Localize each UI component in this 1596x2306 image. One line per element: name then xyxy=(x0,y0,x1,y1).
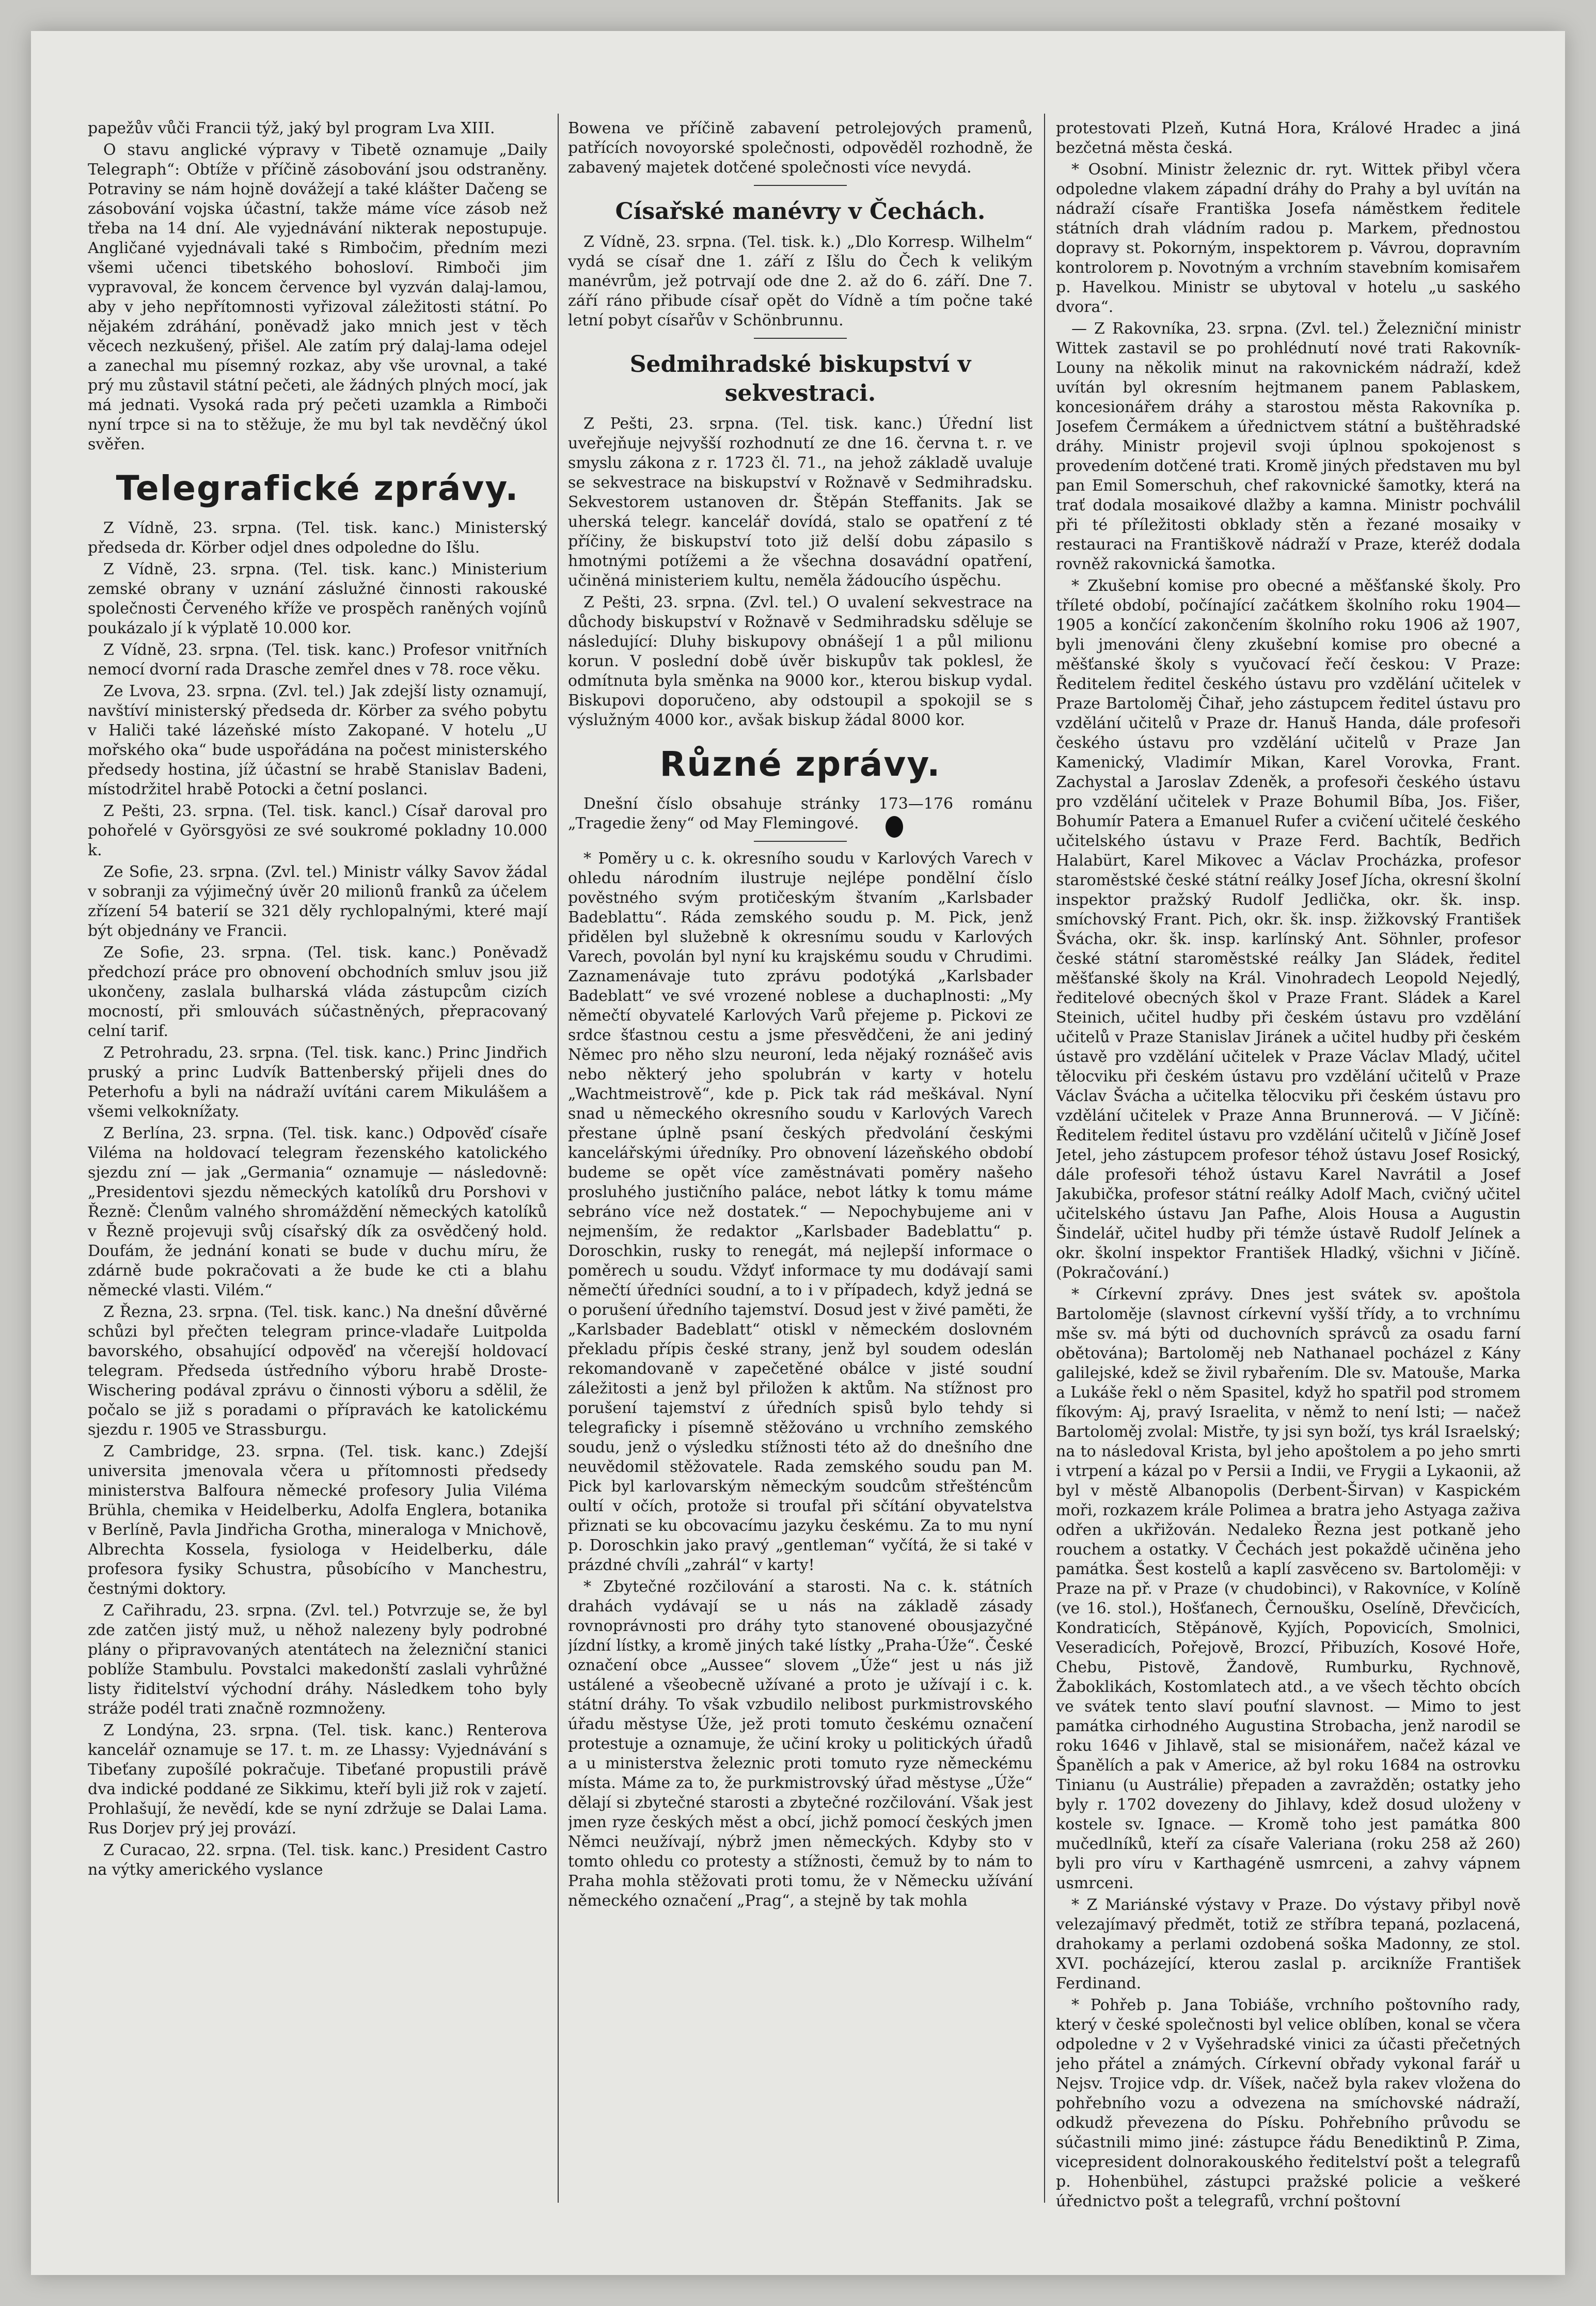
separator-rule xyxy=(754,185,847,186)
article-paragraph: Z Pešti, 23. srpna. (Zvl. tel.) O uvalení sekvestrace na důchody biskupství v Rožnavě v Sedmihradsku sděluje se následující: Dluhy biskupovy obnášejí 1 a půl milionu korun. V poslední době úvěr biskupův tak poklesl, že odmítnuta byla směnka na 9000 kor., kterou biskup vydal. Biskupovi doporučeno, aby odstoupil a spokojil se s výslužným 4000 kor., avšak biskup žádal 8000 kor. xyxy=(568,593,1033,729)
article-paragraph: * Osobní. Ministr železnic dr. ryt. Wittek přibyl včera odpoledne vlakem západní dráhy do Prahy a byl uvítán na nádraží císaře Františka Josefa náměstkem ředitele státních drah vládním radou p. Markem, přednostou dopravy st. Pokorným, inspektorem p. Vávrou, dopravním kontrolorem p. Novotným a vrchním stavebním komisařem p. Havelkou. Ministr se ubytoval v hotelu „u saského dvora“. xyxy=(1056,161,1521,316)
telegram-paragraph: Ze Lvova, 23. srpna. (Zvl. tel.) Jak zdejší listy oznamují, navštíví ministerský předseda dr. Körber za svého pobytu v Haliči také lázeňské místo Zakopané. V hotelu „U mořského oka“ bude uspořádána na počest ministerského předsedy hostina, jíž účastní se hrabě Stanislav Badeni, místodržitel hrabě Potocki a četní poslanci. xyxy=(88,682,547,798)
article-paragraph: * Zkušební komise pro obecné a měšťanské školy. Pro tříleté období, počínající začátkem školního roku 1904—1905 a končící zakončením školního roku 1906 až 1907, byli jmenováni členy zkušební komise pro obecné a měšťanské školy s vyučovací řečí českou: V Praze: Ředitelem ředitel českého ústavu pro vzdělání učitelek v Praze Bartoloměj Čihař, jeho zástupcem ředitel ústavu pro vzdělání učitelů v Praze dr. Hanuš Handa, dále profesoři českého ústavu pro vzdělání učitelů v Praze Jan Kamenický, Vladimír Mikan, Karel Vorovka, Frant. Zachystal a Jaroslav Zdeněk, a profesoři českého ústavu pro vzdělání učitelek v Praze Bohumil Bíba, Jos. Fišer, Bohumír Patera a Emanuel Rufer a cvičení učitelé českého učitelského ústavu v Praze Ferd. Bachtík, Bedřich Halabürt, Karel Mikovec a Václav Procházka, profesor staroměstské české státní reálky Josef Jícha, okresní školní inspektor pražský Rudolf Jedlička, okr. šk. insp. smíchovský Frant. Pich, okr. šk. insp. žižkovský František Švácha, okr. šk. insp. karlínský Ant. Söhnler, profesor české státní staroměstské reálky Jan Sládek, ředitel měšťanské školy na Král. Vinohradech Leopold Nejedlý, ředitelové obecných škol v Praze Frant. Sládek a Karel Steinich, učitel hudby při českém ústavu pro vzdělání učitelů v Praze Stanislav Jiránek a učitel hudby při českém ústavě pro vzdělání učitelek v Praze Václav Mladý, učitel tělocviku při českém ústavu pro vzdělání učitelů v Praze Václav Švácha a učitelka tělocviku při českém ústavu pro vzdělání učitelek v Praze Anna Brunnerová. — V Jičíně: Ředitelem ředitel ústavu pro vzdělání učitelů v Jičíně Josef Jetel, jeho zástupcem profesor téhož ústavu Josef Rosický, dále profesoři téhož ústavu Karel Navrátil a Josef Jakubička, profesor státní reálky Adolf Mach, cvičný učitel učitelského ústavu Jan Pafhe, Alois Housa a Augustin Šindelář, učitel hudby při témže ústavě Rudolf Jelínek a okr. školní inspektor František Hladký, všichni v Jičíně. (Pokračování.) xyxy=(1056,577,1521,1282)
telegram-paragraph: Z Řezna, 23. srpna. (Tel. tisk. kanc.) Na dnešní důvěrné schůzi byl přečten telegram prince-vladaře Luitpolda bavorského, obsahující odpověď na včerejší holdovací telegram. Předseda ústředního výboru hrabě Droste-Wischering podával zprávu o činnosti výboru a sdělil, že počalo se již s poradami o přípravách ke katolickému sjezdu r. 1905 ve Strassburgu. xyxy=(88,1303,547,1439)
column-left xyxy=(88,119,547,2213)
telegram-paragraph: Z Vídně, 23. srpna. (Tel. tisk. kanc.) Profesor vnitřních nemocí dvorní rada Drasche zemřel dnes v 78. roce věku. xyxy=(88,641,547,679)
article-paragraph: — Z Rakovníka, 23. srpna. (Zvl. tel.) Železniční ministr Wittek zastavil se po prohlédnutí nové trati Rakovník-Louny na několik minut na rakovnickém nádraží, kdež uvítán byl okresním hejtmanem panem Pablaskem, koncesionářem dráhy a starostou města Rakovníka p. Josefem Čermákem a úřednictvem státní a buštěhradské dráhy. Ministr projevil svoji úplnou spokojenost s provedením dotčené trati. Kromě jiných představen mu byl pan Emil Somerschuh, chef rakovnické šamotky, která na trať dodala mosaikové dlažby a kamna. Ministr pochválil při té příležitosti obklady stěn a řezané mosaiky v restauraci na Františkově nádraží v Praze, kteréž dodala rovněž rakovnická šamotka. xyxy=(1056,320,1521,573)
telegram-paragraph: Z Petrohradu, 23. srpna. (Tel. tisk. kanc.) Princ Jindřich pruský a princ Ludvík Battenberský přijeli dnes do Peterhofu a byli na nádraží uvítáni carem Mikulášem a všemi velkoknížaty. xyxy=(88,1044,547,1121)
telegram-paragraph: Ze Sofie, 23. srpna. (Zvl. tel.) Ministr války Savov žádal v sobranji za výjimečný úvěr 20 milionů franků za účelem zřízení 54 baterií se 321 děly rychlopalnými, které mají být objednány ve Francii. xyxy=(88,863,547,940)
section-heading: Císařské manévry v Čechách. xyxy=(615,198,986,225)
section-heading: Různé zprávy. xyxy=(659,744,941,784)
telegram-paragraph: Z Pešti, 23. srpna. (Tel. tisk. kancl.) Císař daroval pro pohořelé v Györsgyösi ze své soukromé pokladny 10.000 k. xyxy=(88,802,547,859)
column-divider xyxy=(1044,114,1045,2203)
telegram-paragraph: Z Cambridge, 23. srpna. (Tel. tisk. kanc.) Zdejší universita jmenovala včera u přítomnosti předsedy ministerstva Balfoura německé profesory Julia Viléma Brühla, chemika v Heidelberku, Adolfa Englera, botanika v Berlíně, Pavla Jindřicha Grotha, mineraloga v Mnichově, Albrechta Kossela, fysiologa v Heidelberku, dále profesora fysiky Schustra, působícího v Manchestru, čestnými doktory. xyxy=(88,1442,547,1598)
section-heading: Sedmihradské biskupství v sekvestraci. xyxy=(629,351,971,406)
telegram-paragraph: Ze Sofie, 23. srpna. (Tel. tisk. kanc.) Poněvadž předchozí práce pro obnovení obchodních smluv jsou již ukončeny, zaslala bulharská vláda zástupcům cizích mocností, při smlouvách súčastněných, přepracovaný celní tarif. xyxy=(88,944,547,1040)
telegram-paragraph: Z Berlína, 23. srpna. (Tel. tisk. kanc.) Odpověď císaře Viléma na holdovací telegram řezenského katolického sjezdu zní — jak „Germania“ oznamuje — následovně: „Presidentovi sjezdu německých katolíků dru Porshovi v Řezně: Členům valného shromáždění německých katolíků v Řezně projevuji svůj císařský dík za osvědčený hold. Doufám, že jednání konati se bude v duchu míru, že zdárně bude pokračovati a že bude ke cti a blahu německé vlasti. Vilém.“ xyxy=(88,1124,547,1299)
article-paragraph: * Z Mariánské výstavy v Praze. Do výstavy přibyl nově velezajímavý předmět, totiž ze stříbra tepaná, pozlacená, drahokamy a perlami ozdobená soška Madonny, ze stol. XVI. pocházející, kterou zaslal p. arcikníže František Ferdinand. xyxy=(1056,1896,1521,1993)
telegram-paragraph: Z Curacao, 22. srpna. (Tel. tisk. kanc.) President Castro na výtky amerického vyslance xyxy=(88,1841,547,1879)
column-middle xyxy=(568,119,1033,2213)
article-paragraph: * Církevní zprávy. Dnes jest svátek sv. apoštola Bartoloměje (slavnost církevní vyšší třídy, a to vrchnímu mše sv. má býti od duchovních správců za osadu farní obětována); Bartoloměj neb Nathanael pocházel z Kány galilejské, kdež se živil rybařením. Dle sv. Matouše, Marka a Lukáše řekl o něm Spasitel, když ho spatřil pod stromem fíkovým: Aj, pravý Israelita, v němž to není lsti; — načež Bartoloměj zvolal: Mistře, ty jsi syn boží, tys král Israelský; na to následoval Krista, byl jeho apoštolem a po jeho smrti i vtrpení a kázal po v Persii a Indii, ve Frygii a Lykaonii, až byl v městě Albanopolis (Derbent-Širvan) v Kaspickém moři, rozkazem krále Polimea a bratra jeho Astyaga zaživa odřen a ukřižován. Nedaleko Řezna jest potkaně jeho rouchem a ostatky. V Čechách jest pokaždě učiněna jeho památka. Šest kostelů a kaplí zasvěceno sv. Bartoloměji: v Praze na př. v Praze (v chudobinci), v Rakovníce, v Kolíně (ve 16. stol.), Hošťanech, Černoušku, Oselíně, Dřevčicích, Kondraticích, Stěpánově, Kyjích, Popovicích, Smolnici, Veseradicích, Pořejově, Brozcí, Přibuzích, Kosové Hoře, Chebu, Pistově, Žandově, Rumburku, Rychnově, Žaboklikách, Kostomlatech atd., a ve všech těchto obcích ve svátek tento slaví pouťní slavnost. — Mimo to jest památka cirhodného Augustina Strobacha, jenž narodil se roku 1646 v Jihlavě, stal se misionářem, načež kázal ve Španělích a pak v Americe, až byl roku 1684 na ostrovku Tinianu (u Austrálie) přepaden a zavražděn; ostatky jeho byly r. 1702 dovezeny do Jihlavy, kdež dosud uloženy v kostele sv. Ignace. — Kromě toho jest památka 800 mučedlníků, kteří za císaře Valeriana (roku 258 až 260) byli pro víru v Karthagéně usmrceni, a zahvy vápnem usmrceni. xyxy=(1056,1285,1521,1892)
separator-rule xyxy=(754,338,847,339)
article-paragraph: Z Pešti, 23. srpna. (Tel. tisk. kanc.) Úřední list uveřejňuje nejvyšší rozhodnutí ze dne 16. června t. r. ve smyslu zákona z r. 1723 čl. 71., na jehož základě uvaluje se sekvestrace na biskupství v Rožnavě v Sedmihradsku. Sekvestorem ustanoven dr. Štěpán Steffanits. Jak se uherská telegr. kancelář dovídá, stalo se opatření z té příčiny, že biskupství toto již delší dobu zápasilo s hmotnými potížemi a že všechna dosavádní opatření, učiněná ministeriem kultu, neměla žádoucího úspěchu. xyxy=(568,415,1033,590)
column-divider xyxy=(558,114,559,2203)
article-paragraph: * Poměry u c. k. okresního soudu v Karlových Varech v ohledu národním ilustruje nejlépe pondělní číslo pověstného svým protičeským štvaním „Karlsbader Badeblattu“. Ráda zemského soudu p. M. Pick, jenž přidělen byl služebně k okresnímu soudu v Karlových Varech, povolán byl nyní ku krajskému soudu v Chrudimi. Zaznamenávaje tuto zprávu podotýká „Karlsbader Badeblatt“ ve své vrozené noblese a duchaplnosti: „My němečtí obyvatelé Karlových Varů přejeme p. Pickovi ze srdce šťastnou cestu a jsme přesvědčeni, že ani jediný Němec pro něho slzu neuroní, leda nějaký roznášeč avis nebo některý jeho spolubrán v karty v hotelu „Wachtmeistrově“, kde p. Pick tak rád meškával. Nyní snad u německého okresního soudu v Karlových Varech přestane úplně psaní českých předvolání českými kancelářskými úředníky. Pro obnovení lázeňského období budeme se opět více zaměstnávati poměry našeho prosluhého justičního paláce, nebot látky k tomu máme sebráno více než dostatek.“ — Nepochybujeme ani v nejmenším, že redaktor „Karlsbader Badeblattu“ p. Doroschkin, rusky to renegát, má nejlepší informace o poměrech u soudu. Vždyť informace ty mu dodávají sami němečtí úředníci soudní, a to i v případech, když jedná se o porušení úředního tajemství. Dosud jest v živé paměti, že „Karlsbader Badeblatt“ otiskl v německém doslovném překladu přípis české strany, jenž byl soudem odeslán rekomandovaně v zapečetěné obálce v jisté soudní záležitosti a jenž byl přiložen k aktům. Na stížnost pro porušení tajemství z úředních spisů bylo tehdy si telegraficky i písemně stěžováno u vrchního zemského soudu, jenž o výsledku stížnosti této až do dnešního dne neuvědomil stěžovatele. Rada zemského soudu pan M. Pick byl karlovarským německým soudcům střešténcům oultí v očích, protože si troufal při sčítání obyvatelstva přiznati se ku obcovacímu jazyku českému. Za to mu nyní p. Doroschkin jako pravý „gentleman“ vyčítá, že si také v prázdné chvíli „zahrál“ v karty! xyxy=(568,850,1033,1574)
telegram-paragraph: Z Cařihradu, 23. srpna. (Zvl. tel.) Potvrzuje se, že byl zde zatčen jistý muž, u něhož nalezeny byly podrobné plány o připravovaných atentátech na železniční stanici poblíže Stambulu. Povstalci makedonští zaslali vyhrůžné listy řiditelství východní dráhy. Následkem toho byly stráže podél trati značně rozmnoženy. xyxy=(88,1602,547,1718)
section-heading: Telegrafické zprávy. xyxy=(116,468,519,508)
article-paragraph: papežův vůči Francii týž, jaký byl program Lva XIII. xyxy=(88,119,495,137)
separator-rule xyxy=(754,841,847,842)
article-paragraph: O stavu anglické výpravy v Tibetě oznamuje „Daily Telegraph“: Obtíže v příčině zásobování jsou odstraněny. Potraviny se nám hojně dovážejí a také klášter Dačeng se zásobování vojska účastní, takže máme více zásob než třeba na 14 dní. Ale vyjednávání nikterak nepostupuje. Angličané vyjednávali také s Rimbočim, předním mezi všemi učenci tibetského bohosloví. Rimboči jim vypravoval, že koncem července byl vyzván dalaj-lamou, aby v jeho nepřítomnosti vyřizoval záležitosti státní. Po nějakém zdráhání, poněvadž jako mnich jest v těch věcech nezkušený, přišel. Ale zatím prý dalaj-lama odejel a zanechal mu písemný rozkaz, aby vše urovnal, a také prý mu zůstavil státní pečeti, ale žádných plných mocí, jak má jednati. Vysoká rada prý pečeti uzamkla a Rimboči nyní trpce si na to stěžuje, že mu byl tak nevděčný úkol svěřen. xyxy=(88,141,547,453)
article-paragraph: Z Vídně, 23. srpna. (Tel. tisk. k.) „Dlo Korresp. Wilhelm“ vydá se císař dne 1. září z Išlu do Čech k velikým manévrům, jež potrvají ode dne 2. až do 6. září. Dne 7. září ráno přibude císař opět do Vídně a tím počne také letní pobyt císařův v Schönbrunnu. xyxy=(568,233,1033,330)
article-paragraph: Dnešní číslo obsahuje stránky 173—176 románu „Tragedie ženy“ od May Flemingové. xyxy=(568,795,1033,833)
article-paragraph: * Zbytečné rozčilování a starosti. Na c. k. státních drahách vydávají se u nás na základě zásady rovnoprávnosti pro dráhy tyto stanovené obousjazyčné jízdní lístky, a kromě jiných také lístky „Praha-Úže“. České označení obce „Aussee“ slovem „Úže“ jest u nás již ustálené a všeobecně užívané a proto je užívají i c. k. státní dráhy. To však vzbudilo nelibost purkmistrovského úřadu městyse Úže, jež proti tomuto českému označení protestuje a oznamuje, že učiní kroky u politických úřadů a u ministerstva železnic proti tomuto ryze německému místa. Máme za to, že purkmistrovský úřad městyse „Úže“ dělají si zbytečné starosti a zbytečné rozčilování. Však jest jmen ryze českých měst a obcí, jichž pomocí českých jmen Němci neužívají, nýbrž jmen německých. Kdyby sto v tomto ohledu co protesty a stížnosti, čemuž by to nám to Praha mohla stěžovati proti tomu, že v Německu užívání německého označení „Prag“, a stejně by tak mohla xyxy=(568,1578,1033,1910)
article-paragraph: Bowena ve příčině zabavení petrolejových pramenů, patřících novoyorské společnosti, odpověděl rozhodně, že zabavený majetek dotčené společnosti více nevydá. xyxy=(568,119,1033,177)
telegram-paragraph: Z Vídně, 23. srpna. (Tel. tisk. kanc.) Ministerium zemské obrany v uznání záslužné činnosti rakouské společnosti Červeného kříže ve prospěch raněných vojínů poukázalo jí k výplatě 10.000 kor. xyxy=(88,560,547,637)
telegram-paragraph: Z Vídně, 23. srpna. (Tel. tisk. kanc.) Ministerský předseda dr. Körber odjel dnes odpoledne do Išlu. xyxy=(88,519,547,557)
article-paragraph: * Pohřeb p. Jana Tobiáše, vrchního poštovního rady, který v české společnosti byl velice oblíben, konal se včera odpoledne v 2 v Vyšehradské vinici za účasti přečetných jeho přátel a známých. Církevní obřady vykonal farář u Nejsv. Trojice vdp. dr. Víšek, načež byla rakev vložena do pohřebního vozu a odvezena na smíchovské nádraží, odkudž převezena do Písku. Pohřebního průvodu se súčastnili mimo jiné: zástupce řádu Benediktinů P. Zima, vicepresident dolnorakouského ředitelství pošt a telegrafů p. Hohenbühel, zástupci pražské policie a veškeré úřednictvo pošt a telegrafů, vrchní poštovní xyxy=(1056,1996,1521,2210)
ink-blot-mark xyxy=(886,816,903,838)
telegram-paragraph: Z Londýna, 23. srpna. (Tel. tisk. kanc.) Renterova kancelář oznamuje se 17. t. m. ze Lhassy: Vyjednávání s Tibeťany zupošílé pokračuje. Tibeťané propustili právě dva indické poddané ze Sikkimu, kteří byli již rok v zajetí. Prohlašují, že nevědí, kde se nyní zdržuje se Dalai Lama. Rus Dorjev prý jej provází. xyxy=(88,1721,547,1838)
newspaper-page xyxy=(31,31,1565,2275)
column-right xyxy=(1056,119,1521,2213)
article-paragraph: protestovati Plzeň, Kutná Hora, Králové Hradec a jiná bezčetná města česká. xyxy=(1056,119,1521,157)
